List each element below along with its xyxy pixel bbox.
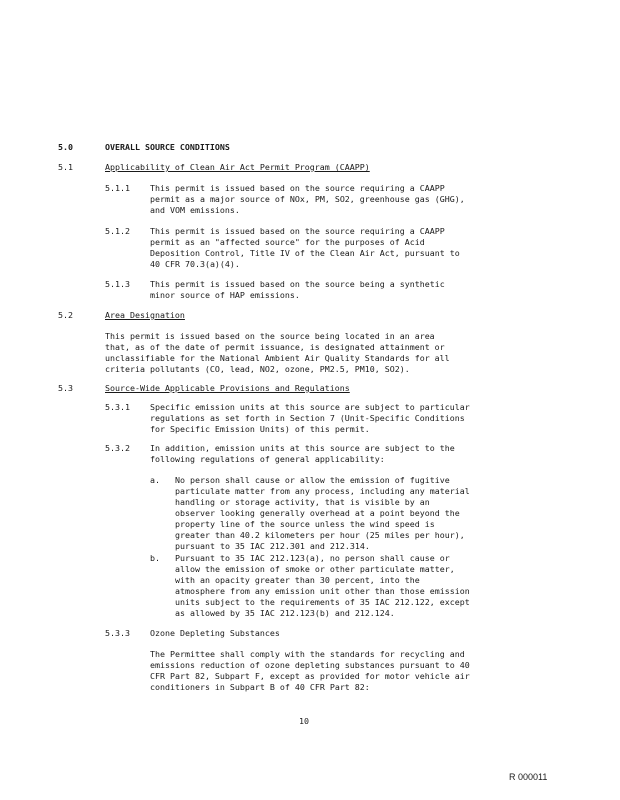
section-5-0-number: 5.0 <box>58 142 73 152</box>
section-5-1-number: 5.1 <box>58 162 73 172</box>
section-5-3-1-line: for Specific Emission Units) of this permit. <box>150 424 370 434</box>
item-b-line: Pursuant to 35 IAC 212.123(a), no person shall cause or <box>175 553 450 563</box>
section-5-1-2-number: 5.1.2 <box>105 226 130 236</box>
section-5-3-3-line: emissions reduction of ozone depleting substances pursuant to 40 <box>150 660 470 670</box>
section-5-3-1-number: 5.3.1 <box>105 402 130 412</box>
item-a-label: a. <box>150 475 160 485</box>
item-b-line: units subject to the requirements of 35 IAC 212.122, except <box>175 597 470 607</box>
item-b-line: allow the emission of smoke or other particulate matter, <box>175 564 455 574</box>
section-5-1-1-line: and VOM emissions. <box>150 205 240 215</box>
section-5-2-title: Area Designation <box>105 310 185 320</box>
section-5-3-1-line: regulations as set forth in Section 7 (Unit-Specific Conditions <box>150 413 465 423</box>
section-5-3-2-line: following regulations of general applicability: <box>150 454 385 464</box>
section-5-3-3-line: conditioners in Subpart B of 40 CFR Part 82: <box>150 682 370 692</box>
section-5-2-line: that, as of the date of permit issuance, is designated attainment or <box>105 342 445 352</box>
item-b-line: atmosphere from any emission unit other than those emission <box>175 586 470 596</box>
item-a-line: handling or storage activity, that is visible by an <box>175 497 430 507</box>
section-5-2-line: unclassifiable for the National Ambient Air Quality Standards for all <box>105 353 450 363</box>
section-5-3-title: Source-Wide Applicable Provisions and Regulations <box>105 383 350 393</box>
item-a-line: greater than 40.2 kilometers per hour (25 miles per hour), <box>175 530 465 540</box>
section-5-1-2-line: This permit is issued based on the source requiring a CAAPP <box>150 226 445 236</box>
section-5-1-2-line: 40 CFR 70.3(a)(4). <box>150 259 240 269</box>
section-5-3-1-line: Specific emission units at this source are subject to particular <box>150 402 470 412</box>
item-a-line: property line of the source unless the wind speed is <box>175 519 435 529</box>
section-5-1-1-line: This permit is issued based on the source requiring a CAAPP <box>150 183 445 193</box>
section-5-1-3-number: 5.1.3 <box>105 279 130 289</box>
item-a-line: No person shall cause or allow the emission of fugitive <box>175 475 450 485</box>
section-5-2-line: criteria pollutants (CO, lead, NO2, ozone, PM2.5, PM10, SO2). <box>105 364 410 374</box>
section-5-3-3-number: 5.3.3 <box>105 628 130 638</box>
section-5-1-3-line: minor source of HAP emissions. <box>150 290 300 300</box>
section-5-3-3-title: Ozone Depleting Substances <box>150 628 280 638</box>
section-5-1-2-line: Deposition Control, Title IV of the Clean Air Act, pursuant to <box>150 248 460 258</box>
section-5-1-2-line: permit as an "affected source" for the purposes of Acid <box>150 237 425 247</box>
section-5-3-3-line: The Permittee shall comply with the standards for recycling and <box>150 649 465 659</box>
section-5-1-3-line: This permit is issued based on the source being a synthetic <box>150 279 445 289</box>
item-a-line: particulate matter from any process, including any material <box>175 486 470 496</box>
section-5-1-1-line: permit as a major source of NOx, PM, SO2, greenhouse gas (GHG), <box>150 194 465 204</box>
section-5-3-2-number: 5.3.2 <box>105 443 130 453</box>
item-b-line: with an opacity greater than 30 percent, into the <box>175 575 420 585</box>
item-b-line: as allowed by 35 IAC 212.123(b) and 212.124. <box>175 608 395 618</box>
section-5-1-title: Applicability of Clean Air Act Permit Program (CAAPP) <box>105 162 370 172</box>
section-5-3-2-line: In addition, emission units at this source are subject to the <box>150 443 455 453</box>
item-a-line: observer looking generally overhead at a point beyond the <box>175 508 460 518</box>
page-number: 10 <box>299 716 309 726</box>
section-5-2-line: This permit is issued based on the source being located in an area <box>105 331 435 341</box>
section-5-1-1-number: 5.1.1 <box>105 183 130 193</box>
item-a-line: pursuant to 35 IAC 212.301 and 212.314. <box>175 541 370 551</box>
item-b-label: b. <box>150 553 160 563</box>
section-5-0-title: OVERALL SOURCE CONDITIONS <box>105 142 230 152</box>
section-5-3-3-line: CFR Part 82, Subpart F, except as provided for motor vehicle air <box>150 671 470 681</box>
bates-number: R 000011 <box>509 772 548 782</box>
section-5-3-number: 5.3 <box>58 383 73 393</box>
section-5-2-number: 5.2 <box>58 310 73 320</box>
